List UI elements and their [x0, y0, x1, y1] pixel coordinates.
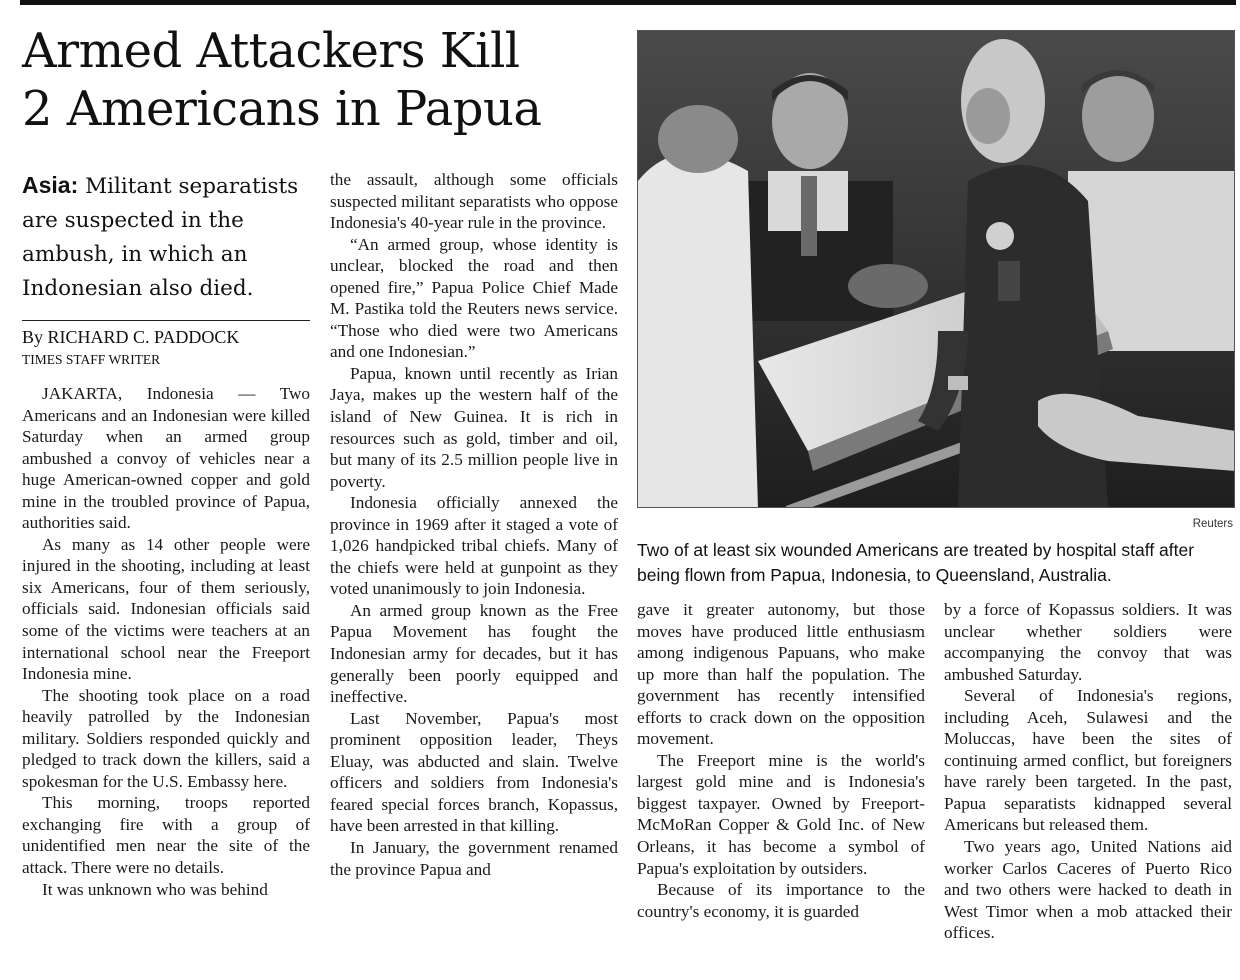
paragraph: “An armed group, whose identity is unclear, blocked the road and then opened fire,” Papua Police Chief Made M. Pastika told the Reuters news service. “Those who died were two Americans and one Indonesian.” — [330, 234, 618, 362]
paragraph: The Freeport mine is the world's largest gold mine and is Indonesia's biggest taxpayer. Owned by Freeport-McMoRan Copper & Gold Inc. of New Orleans, it has become a symbol of Papua's exploitation by outsiders. — [637, 750, 925, 878]
paragraph: by a force of Kopassus soldiers. It was unclear whether soldiers were accompanying the convoy that was ambushed Saturday. — [944, 600, 1232, 684]
paragraph: An armed group known as the Free Papua Movement has fought the Indonesian army for decades, but it has generally been poorly equipped and ineffective. — [330, 600, 618, 707]
photo-illustration — [638, 31, 1235, 508]
deck-text: Militant separatists are suspected in the ambush, in which an Indonesian also died. — [22, 174, 299, 301]
byline-rule — [22, 320, 310, 321]
paragraph: This morning, troops reported exchanging fire with a group of unidentified men near the site of the attack. There were no details. — [22, 793, 310, 878]
article-column-2 — [330, 169, 618, 880]
paragraph: The shooting took place on a road heavily patrolled by the Indonesian military. Soldiers responded quickly and pledged to track down the killers, said a spokesman for the U.S. Embassy here. — [22, 685, 310, 791]
deck-kicker: Asia: — [22, 172, 79, 198]
paragraph: Because of its importance to the country's economy, it is guarded — [637, 880, 925, 921]
article-column-3 — [637, 599, 925, 922]
paragraph: Two years ago, United Nations aid worker Carlos Caceres of Puerto Rico and two others were hacked to death in West Timor when a mob attacked their offices. — [944, 837, 1232, 943]
headline-line-2: 2 Americans in Papua — [22, 81, 542, 137]
article-column-4 — [944, 599, 1232, 944]
paragraph: Papua, known until recently as Irian Jaya, makes up the western half of the island of New Guinea. It is rich in resources such as gold, timber and oil, but many of its 2.5 million people live in poverty. — [330, 363, 618, 491]
paragraph: Indonesia officially annexed the province in 1969 after it staged a vote of 1,026 handpicked tribal chiefs. Many of the chiefs were held at gunpoint as they voted unanimously to join Indonesia. — [330, 493, 618, 599]
deck — [22, 168, 314, 306]
paragraph: gave it greater autonomy, but those moves have produced little enthusiasm among indigenous Papuans, who make up more than half the population. The government has recently intensified efforts to crack down on the opposition movement. — [637, 600, 925, 749]
byline-author: By RICHARD C. PADDOCK — [22, 327, 240, 347]
byline-role: TIMES STAFF WRITER — [22, 352, 161, 367]
paragraph: the assault, although some officials suspected militant separatists who oppose Indonesia's 40-year rule in the province. — [330, 170, 618, 233]
top-rule — [20, 0, 1236, 5]
paragraph: Last November, Papua's most prominent opposition leader, Theys Eluay, was abducted and slain. Twelve officers and soldiers from Indonesia's feared special forces branch, Kopassus, have been arrested in that killing. — [330, 708, 618, 836]
photo-caption: Two of at least six wounded Americans are treated by hospital staff after being flown from Papua, Indonesia, to Queensland, Australia. — [637, 540, 1195, 585]
paragraph: Several of Indonesia's regions, including Aceh, Sulawesi and the Moluccas, have been the sites of continuing armed conflict, but foreigners have rarely been targeted. In the past, Papua separatists kidnapped several Americans but released them. — [944, 686, 1232, 835]
news-photo — [637, 30, 1235, 508]
paragraph: As many as 14 other people were injured in the shooting, including at least six Americans, four of them seriously, officials said. Indonesian officials said some of the victims were teachers at an international school near the Freeport Indonesia mine. — [22, 534, 310, 684]
paragraph: In January, the government renamed the province Papua and — [330, 837, 618, 879]
article-column-1 — [22, 383, 310, 900]
paragraph: JAKARTA, Indonesia — Two Americans and an Indonesian were killed Saturday when an armed group ambushed a convoy of vehicles near a huge American-owned copper and gold mine in the troubled province of Papua, authorities said. — [22, 384, 310, 533]
headline-line-1: Armed Attackers Kill — [22, 23, 520, 79]
headline — [22, 22, 622, 138]
photo-credit: Reuters — [1192, 518, 1233, 530]
paragraph: It was unknown who was behind — [42, 879, 268, 899]
